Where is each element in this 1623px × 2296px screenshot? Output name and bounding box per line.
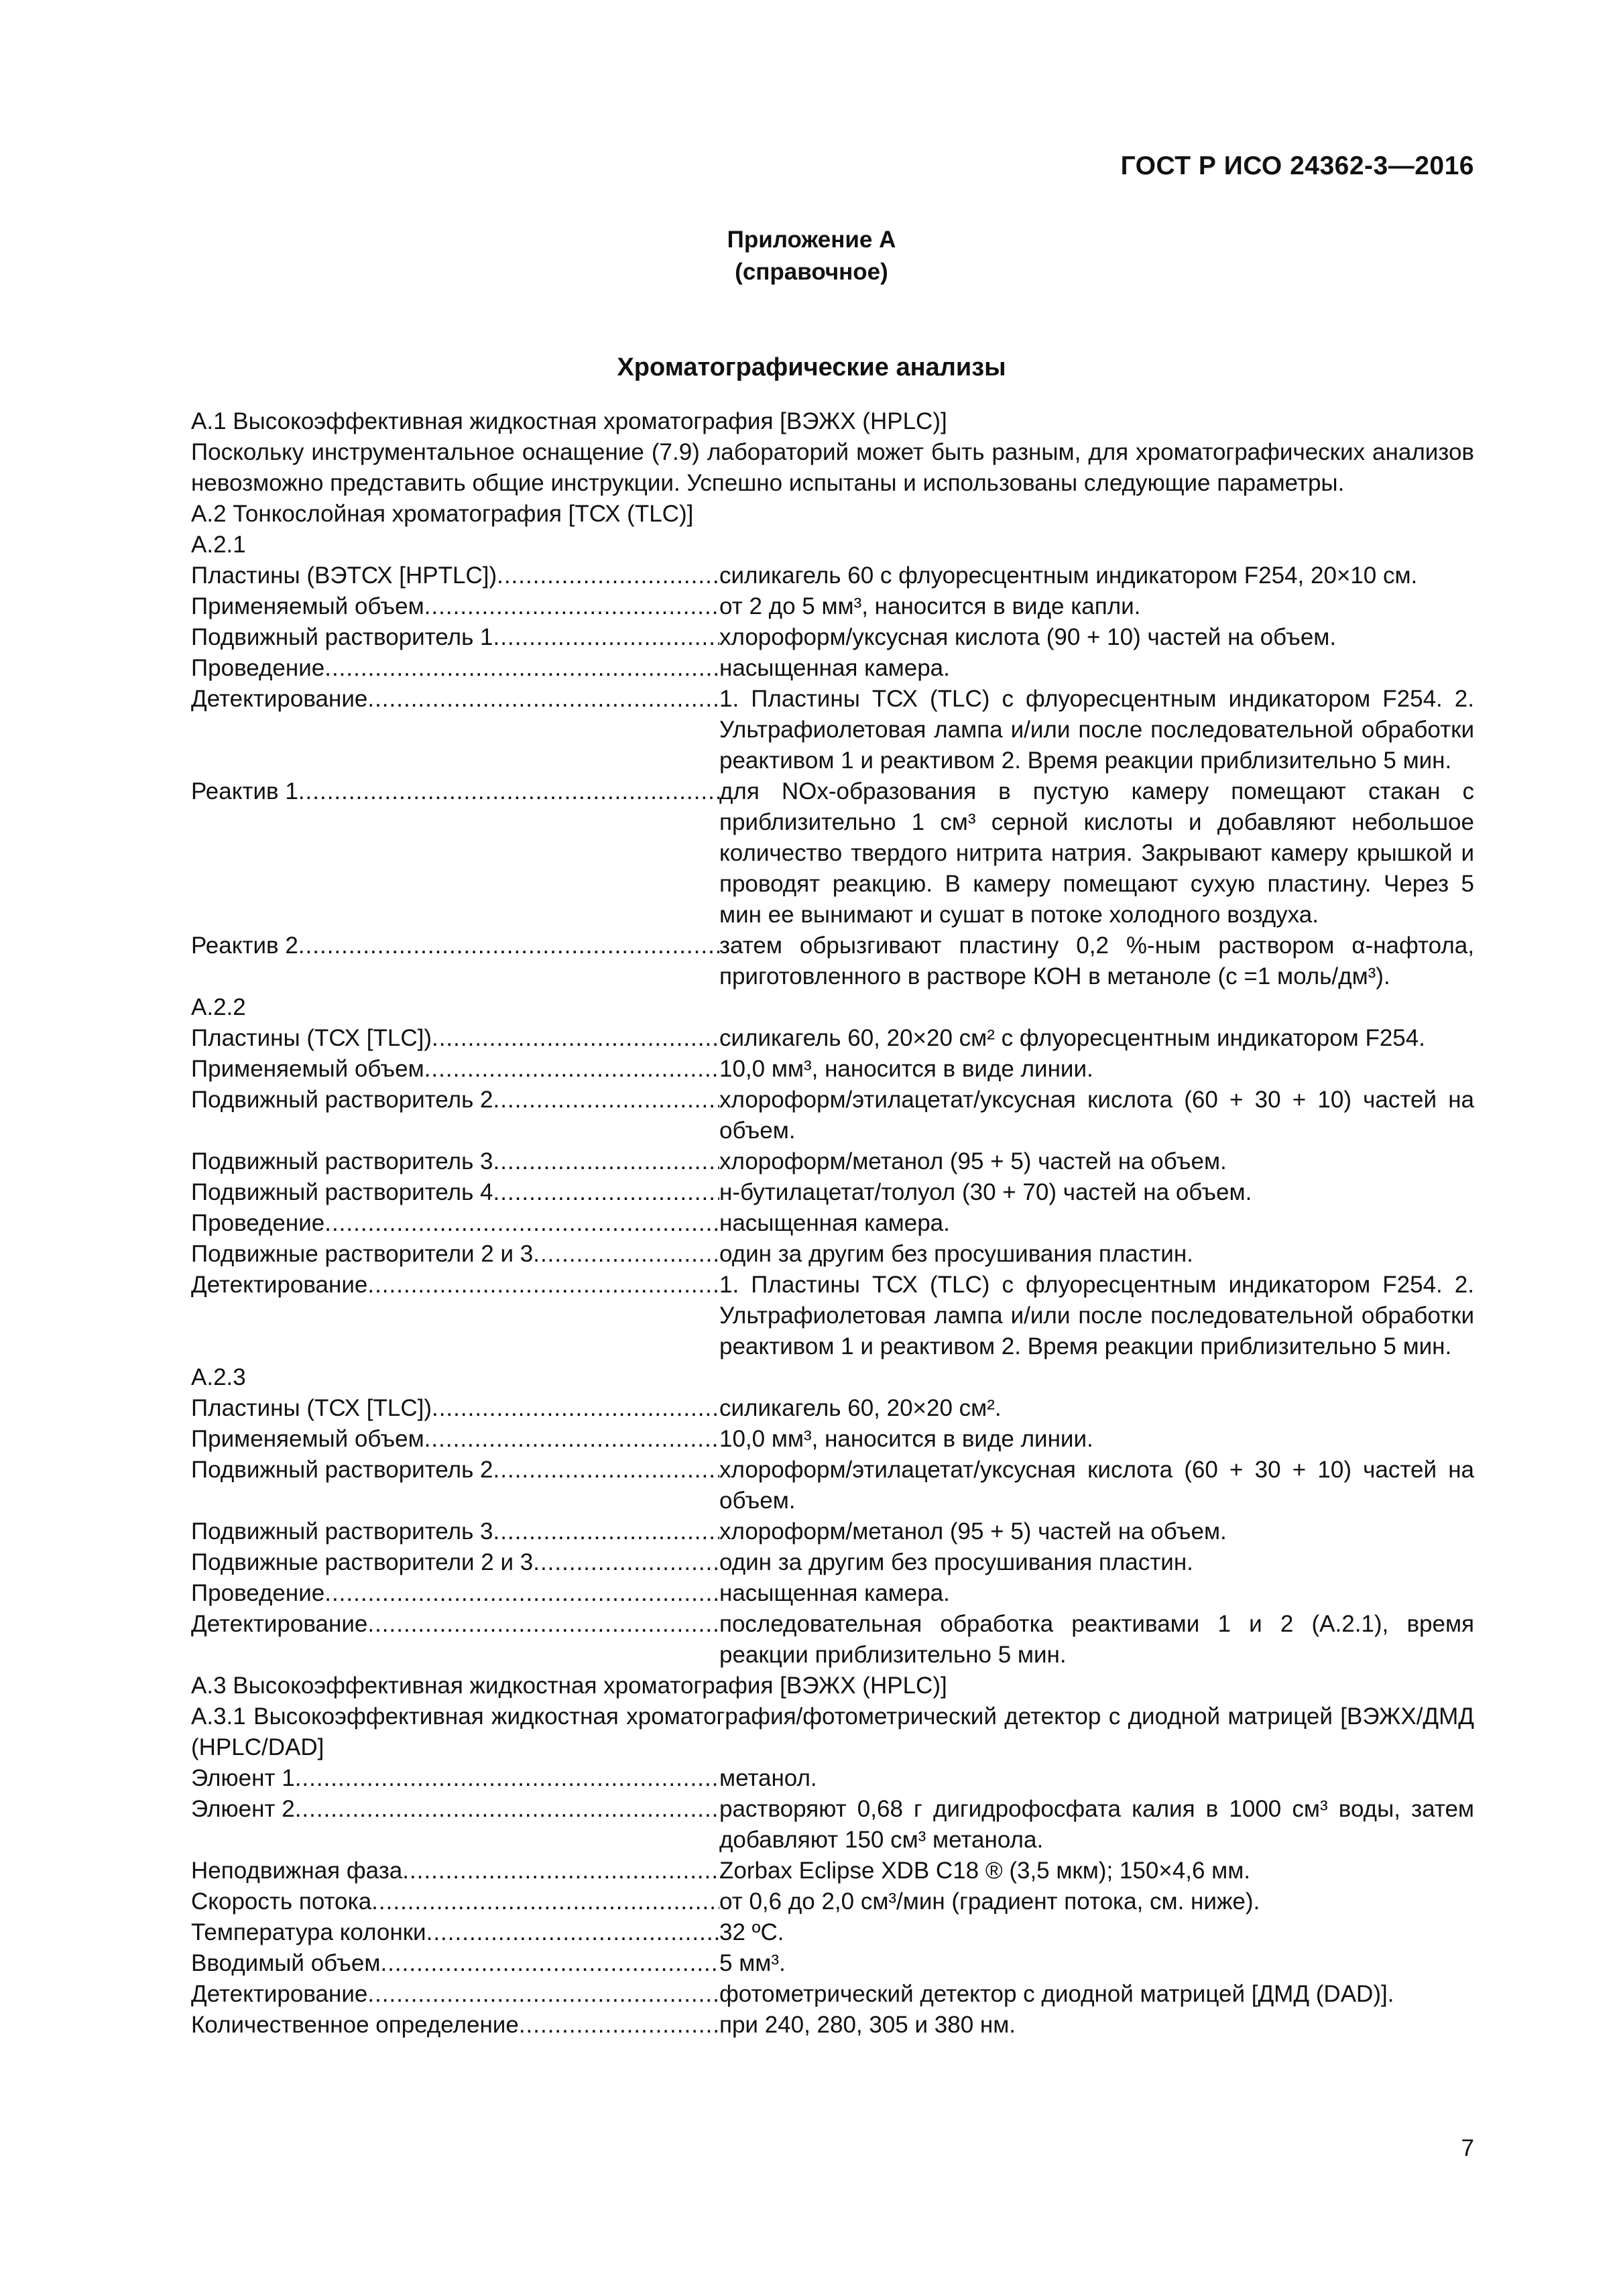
param-row bbox=[121, 684, 1474, 776]
a2-heading: А.2 Тонкослойная хроматография [ТСХ (TLC)] bbox=[191, 501, 694, 527]
param-value: один за другим без просушивания пластин. bbox=[719, 1549, 1193, 1575]
param-row bbox=[121, 1177, 1474, 1208]
a21-heading: А.2.1 bbox=[191, 532, 246, 558]
param-value: хлороформ/этилацетат/уксусная кислота (60 + 30 + 10) частей на объем. bbox=[719, 1087, 1474, 1144]
param-label: Детектирование bbox=[191, 686, 368, 712]
param-row bbox=[121, 622, 1474, 653]
param-value: хлороформ/метанол (95 + 5) частей на объем. bbox=[719, 1518, 1227, 1545]
param-label: Пластины (ТСХ [TLC]) bbox=[191, 1395, 432, 1421]
param-label: Проведение bbox=[191, 1580, 325, 1606]
param-value: 10,0 мм³, наносится в виде линии. bbox=[719, 1056, 1093, 1082]
param-label: Детектирование bbox=[191, 1272, 368, 1298]
param-value: насыщенная камера. bbox=[719, 1580, 950, 1606]
a31-param-list bbox=[121, 1763, 1474, 2041]
param-label: Применяемый объем bbox=[191, 1056, 424, 1082]
page-number: 7 bbox=[1461, 2135, 1474, 2161]
param-label: Подвижный растворитель 3 bbox=[191, 1148, 493, 1174]
param-row bbox=[121, 2010, 1474, 2041]
param-label: Вводимый объем bbox=[191, 1950, 381, 1976]
param-label: Подвижные растворители 2 и 3 bbox=[191, 1241, 534, 1267]
param-row bbox=[121, 1085, 1474, 1146]
param-label: Подвижные растворители 2 и 3 bbox=[191, 1549, 534, 1575]
a23-param-list bbox=[121, 1393, 1474, 1671]
param-value: при 240, 280, 305 и 380 нм. bbox=[719, 2012, 1016, 2038]
param-row bbox=[121, 1917, 1474, 1948]
a22-param-list bbox=[121, 1023, 1474, 1362]
param-value: 10,0 мм³, наносится в виде линии. bbox=[719, 1426, 1093, 1452]
param-label: Подвижный растворитель 4 bbox=[191, 1179, 493, 1205]
param-row bbox=[121, 1516, 1474, 1547]
param-label: Температура колонки bbox=[191, 1919, 426, 1945]
param-value: от 0,6 до 2,0 см³/мин (градиент потока, см. ниже). bbox=[719, 1888, 1260, 1915]
param-value: н-бутилацетат/толуол (30 + 70) частей на объем. bbox=[719, 1179, 1252, 1205]
param-row bbox=[121, 1979, 1474, 2010]
param-value: силикагель 60, 20×20 см² с флуоресцентным индикатором F254. bbox=[719, 1025, 1425, 1051]
param-value: 1. Пластины ТСХ (TLC) с флуоресцентным индикатором F254. 2. Ультрафиолетовая лампа и/или после последовательной обработки реактивом 1 и реактивом 2. Время реакции приблизительно 5 мин. bbox=[719, 1272, 1474, 1360]
param-label: Детектирование bbox=[191, 1981, 368, 2007]
param-label: Подвижный растворитель 1 bbox=[191, 624, 493, 650]
a1-paragraph: Поскольку инструментальное оснащение (7.9) лабораторий может быть разным, для хроматографических анализов невозможно представить общие инструкции. Успешно испытаны и использованы следующие параметры. bbox=[191, 439, 1474, 496]
param-row bbox=[121, 1424, 1474, 1455]
param-value: 1. Пластины ТСХ (TLC) с флуоресцентным индикатором F254. 2. Ультрафиолетовая лампа и/или после последовательной обработки реактивом 1 и реактивом 2. Время реакции приблизительно 5 мин. bbox=[719, 686, 1474, 774]
param-value: метанол. bbox=[719, 1765, 817, 1791]
param-value: насыщенная камера. bbox=[719, 655, 950, 681]
param-label: Подвижный растворитель 3 bbox=[191, 1518, 493, 1545]
param-row bbox=[121, 1239, 1474, 1270]
param-value: от 2 до 5 мм³, наносится в виде капли. bbox=[719, 593, 1141, 619]
a31-paragraph: А.3.1 Высокоэффективная жидкостная хроматография/фотометрический детектор с диодной матрицей [ВЭЖХ/ДМД (HPLC/DAD] bbox=[191, 1703, 1474, 1760]
param-label: Элюент 2 bbox=[191, 1796, 295, 1822]
param-row bbox=[121, 1146, 1474, 1177]
a23-heading: А.2.3 bbox=[191, 1364, 246, 1390]
param-row bbox=[121, 1547, 1474, 1578]
param-value: фотометрический детектор с диодной матрицей [ДМД (DAD)]. bbox=[719, 1981, 1394, 2007]
param-value: хлороформ/метанол (95 + 5) частей на объем. bbox=[719, 1148, 1227, 1174]
param-row bbox=[121, 560, 1474, 591]
param-label: Проведение bbox=[191, 655, 325, 681]
param-row bbox=[121, 1763, 1474, 1794]
param-label: Пластины (ВЭТСХ [HPTLC]) bbox=[191, 562, 497, 589]
param-row bbox=[121, 1856, 1474, 1886]
param-label: Проведение bbox=[191, 1210, 325, 1236]
a21-param-list bbox=[121, 560, 1474, 992]
param-value: 32 ºC. bbox=[719, 1919, 784, 1945]
appendix-subtitle: (справочное) bbox=[735, 259, 888, 285]
param-row bbox=[121, 1208, 1474, 1239]
param-label: Подвижный растворитель 2 bbox=[191, 1457, 493, 1483]
param-value: растворяют 0,68 г дигидрофосфата калия в 1000 см³ воды, затем добавляют 150 см³ метанола. bbox=[719, 1796, 1474, 1853]
param-row bbox=[121, 1886, 1474, 1917]
param-row bbox=[121, 1023, 1474, 1054]
param-row bbox=[121, 930, 1474, 992]
param-row bbox=[121, 1794, 1474, 1856]
param-label: Реактив 2 bbox=[191, 932, 298, 959]
param-label: Реактив 1 bbox=[191, 778, 298, 804]
param-value: силикагель 60 с флуоресцентным индикатором F254, 20×10 см. bbox=[719, 562, 1418, 589]
param-value: хлороформ/уксусная кислота (90 + 10) частей на объем. bbox=[719, 624, 1337, 650]
param-value: для NOx-образования в пустую камеру помещают стакан с приблизительно 1 см³ серной кислоты и добавляют небольшое количество твердого нитрита натрия. Закрывают камеру крышкой и проводят реакцию. В камеру помещают сухую пластину. Через 5 мин ее вынимают и сушат в потоке холодного воздуха. bbox=[719, 778, 1474, 928]
appendix-title: Приложение А bbox=[727, 227, 896, 253]
param-row bbox=[121, 776, 1474, 930]
param-row bbox=[121, 1393, 1474, 1424]
param-label: Детектирование bbox=[191, 1611, 368, 1637]
param-label: Подвижный растворитель 2 bbox=[191, 1087, 493, 1113]
a3-heading: А.3 Высокоэффективная жидкостная хроматография [ВЭЖХ (HPLC)] bbox=[191, 1673, 947, 1699]
param-value: Zorbax Eclipse XDB C18 ® (3,5 мкм); 150×4,6 мм. bbox=[719, 1858, 1250, 1884]
param-label: Применяемый объем bbox=[191, 1426, 424, 1452]
param-label: Элюент 1 bbox=[191, 1765, 295, 1791]
standard-number: ГОСТ Р ИСО 24362-3—2016 bbox=[1120, 152, 1474, 180]
param-label: Пластины (ТСХ [TLC]) bbox=[191, 1025, 432, 1051]
param-value: один за другим без просушивания пластин. bbox=[719, 1241, 1193, 1267]
param-value: силикагель 60, 20×20 см². bbox=[719, 1395, 1002, 1421]
section-title: Хроматографические анализы bbox=[617, 353, 1006, 381]
a1-heading: А.1 Высокоэффективная жидкостная хроматография [ВЭЖХ (HPLC)] bbox=[191, 408, 947, 434]
param-label: Неподвижная фаза bbox=[191, 1858, 403, 1884]
param-row bbox=[121, 1270, 1474, 1362]
document-body bbox=[121, 406, 1474, 2041]
param-row bbox=[121, 1609, 1474, 1671]
param-row bbox=[121, 1948, 1474, 1979]
param-row bbox=[121, 591, 1474, 622]
param-value: последовательная обработка реактивами 1 и 2 (А.2.1), время реакции приблизительно 5 мин. bbox=[719, 1611, 1474, 1668]
param-value: затем обрызгивают пластину 0,2 %-ным раствором α-нафтола, приготовленного в растворе КОН в метаноле (с =1 моль/дм³). bbox=[719, 932, 1474, 989]
param-label: Применяемый объем bbox=[191, 593, 424, 619]
param-row bbox=[121, 1455, 1474, 1516]
param-row bbox=[121, 653, 1474, 684]
param-label: Количественное определение bbox=[191, 2012, 519, 2038]
param-value: 5 мм³. bbox=[719, 1950, 786, 1976]
param-row bbox=[121, 1578, 1474, 1609]
param-label: Скорость потока bbox=[191, 1888, 372, 1915]
param-value: насыщенная камера. bbox=[719, 1210, 950, 1236]
a22-heading: А.2.2 bbox=[191, 994, 246, 1020]
param-value: хлороформ/этилацетат/уксусная кислота (60 + 30 + 10) частей на объем. bbox=[719, 1457, 1474, 1514]
param-row bbox=[121, 1054, 1474, 1085]
